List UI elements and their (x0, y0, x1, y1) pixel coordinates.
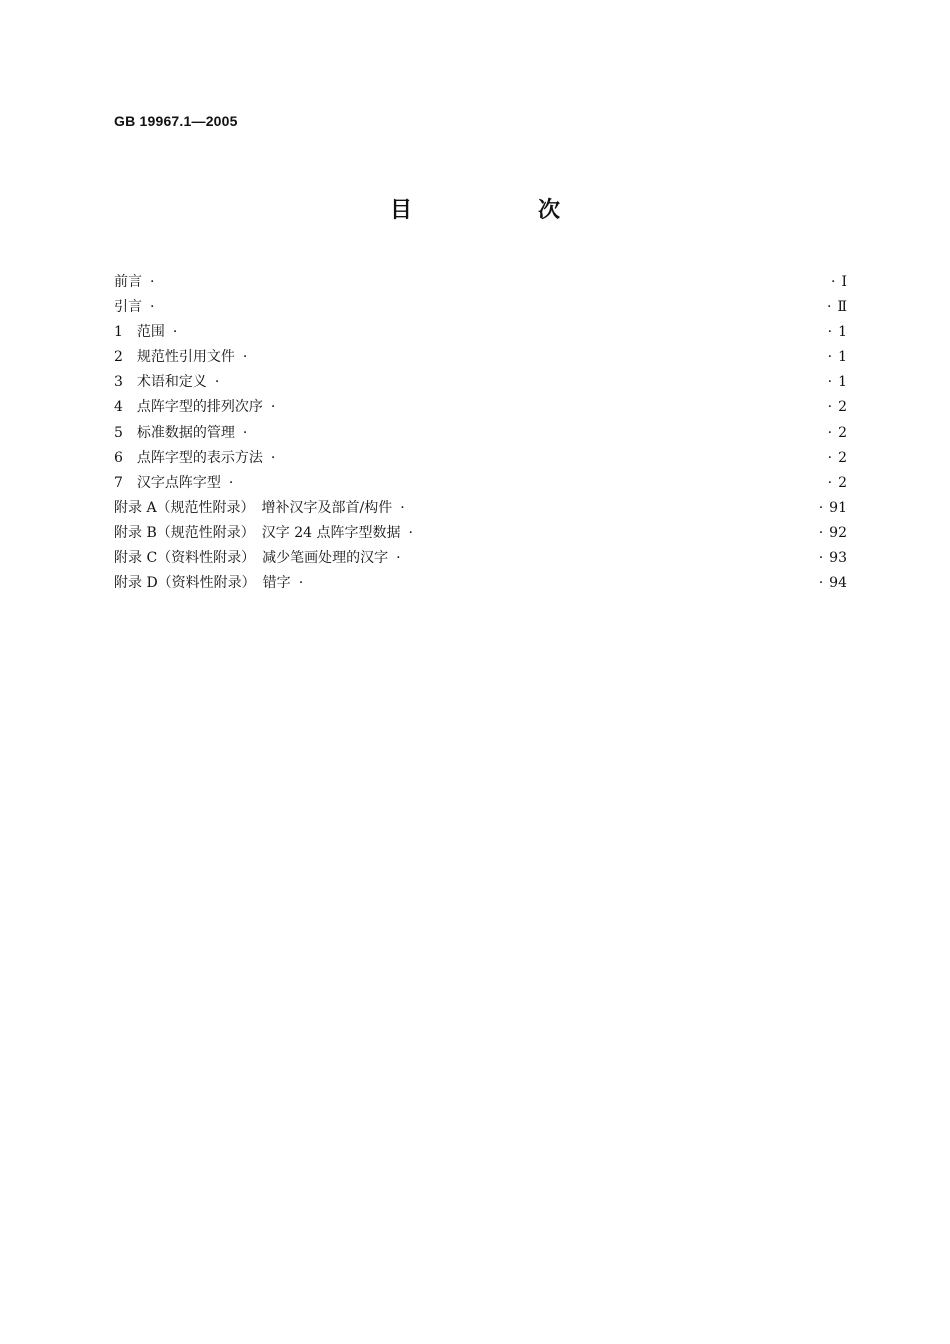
toc-entry-label: 3 术语和定义 (114, 374, 207, 391)
toc-leader: · (818, 524, 824, 541)
toc-leader: · (827, 424, 833, 441)
toc-entry-label: 引言 (114, 299, 142, 316)
toc-leader: · (228, 474, 234, 491)
toc-leader: · (214, 374, 220, 391)
toc-entry-label: 6 点阵字型的表示方法 (114, 449, 263, 466)
toc-entry-label: 前言 (114, 274, 142, 290)
toc-entry[interactable] (114, 571, 847, 596)
toc-entry[interactable] (114, 370, 847, 395)
toc-entry[interactable] (114, 270, 847, 295)
toc-entry-label: 4 点阵字型的排列次序 (114, 399, 263, 416)
toc-entry[interactable] (114, 446, 847, 471)
toc-entry-page: 2 (838, 449, 847, 466)
toc-entry-label: 1 范围 (114, 324, 165, 341)
toc-entry[interactable] (114, 546, 847, 571)
toc-leader: · (396, 550, 401, 567)
toc-entry-label: 5 标准数据的管理 (114, 424, 235, 441)
toc-leader: · (298, 575, 304, 592)
toc-leader: · (818, 499, 824, 516)
toc-leader: · (242, 349, 248, 366)
toc-entry[interactable] (114, 395, 847, 420)
toc-leader: · (827, 474, 833, 491)
toc-entry-page: Ⅱ (837, 299, 847, 316)
toc-leader: · (400, 499, 405, 516)
toc-entry[interactable] (114, 421, 847, 446)
toc-entry-label: 7 汉字点阵字型 (114, 474, 221, 491)
toc-entry-page: 2 (838, 399, 847, 416)
toc-entry-page: 2 (838, 474, 847, 491)
toc-entry-label: 2 规范性引用文件 (114, 349, 235, 366)
toc-entry-page: 91 (829, 499, 847, 516)
toc-entry-label: 附录 A（规范性附录） 增补汉字及部首/构件 (114, 499, 393, 516)
toc-leader: · (827, 399, 833, 416)
toc-leader: · (150, 274, 155, 290)
toc-entry-label: 附录 D（资料性附录） 错字 (114, 575, 291, 592)
toc-leader: · (827, 374, 833, 391)
page-title: 目 次 (389, 198, 612, 223)
toc-entry-page: 94 (829, 575, 847, 592)
standard-code: GB 19967.1—2005 (114, 113, 238, 129)
toc-entry[interactable] (114, 496, 847, 521)
toc-entry[interactable] (114, 521, 847, 546)
toc-leader: · (270, 399, 276, 416)
toc-entry[interactable] (114, 345, 847, 370)
toc-leader: · (150, 299, 155, 316)
toc-entry-page: 2 (838, 424, 847, 441)
toc-leader: · (831, 274, 836, 290)
toc-leader: · (818, 550, 824, 567)
toc-entry-label: 附录 C（资料性附录） 减少笔画处理的汉字 (114, 550, 389, 567)
toc-entry-page: 92 (829, 524, 847, 541)
table-of-contents (114, 270, 847, 596)
toc-leader: · (827, 349, 833, 366)
toc-leader: · (270, 449, 276, 466)
toc-entry-page: Ⅰ (841, 274, 847, 290)
toc-entry-page: 1 (838, 349, 847, 366)
toc-leader: · (827, 299, 832, 316)
toc-entry-page: 93 (829, 550, 847, 567)
toc-leader: · (172, 324, 178, 341)
toc-entry[interactable] (114, 471, 847, 496)
toc-entry-page: 1 (838, 324, 847, 341)
toc-entry-label: 附录 B（规范性附录） 汉字 24 点阵字型数据 (114, 524, 401, 541)
toc-entry[interactable] (114, 295, 847, 320)
toc-leader: · (827, 449, 833, 466)
toc-leader: · (408, 524, 413, 541)
toc-leader: · (818, 575, 824, 592)
toc-leader: · (827, 324, 833, 341)
toc-entry-page: 1 (838, 374, 847, 391)
toc-leader: · (242, 424, 248, 441)
toc-entry[interactable] (114, 320, 847, 345)
